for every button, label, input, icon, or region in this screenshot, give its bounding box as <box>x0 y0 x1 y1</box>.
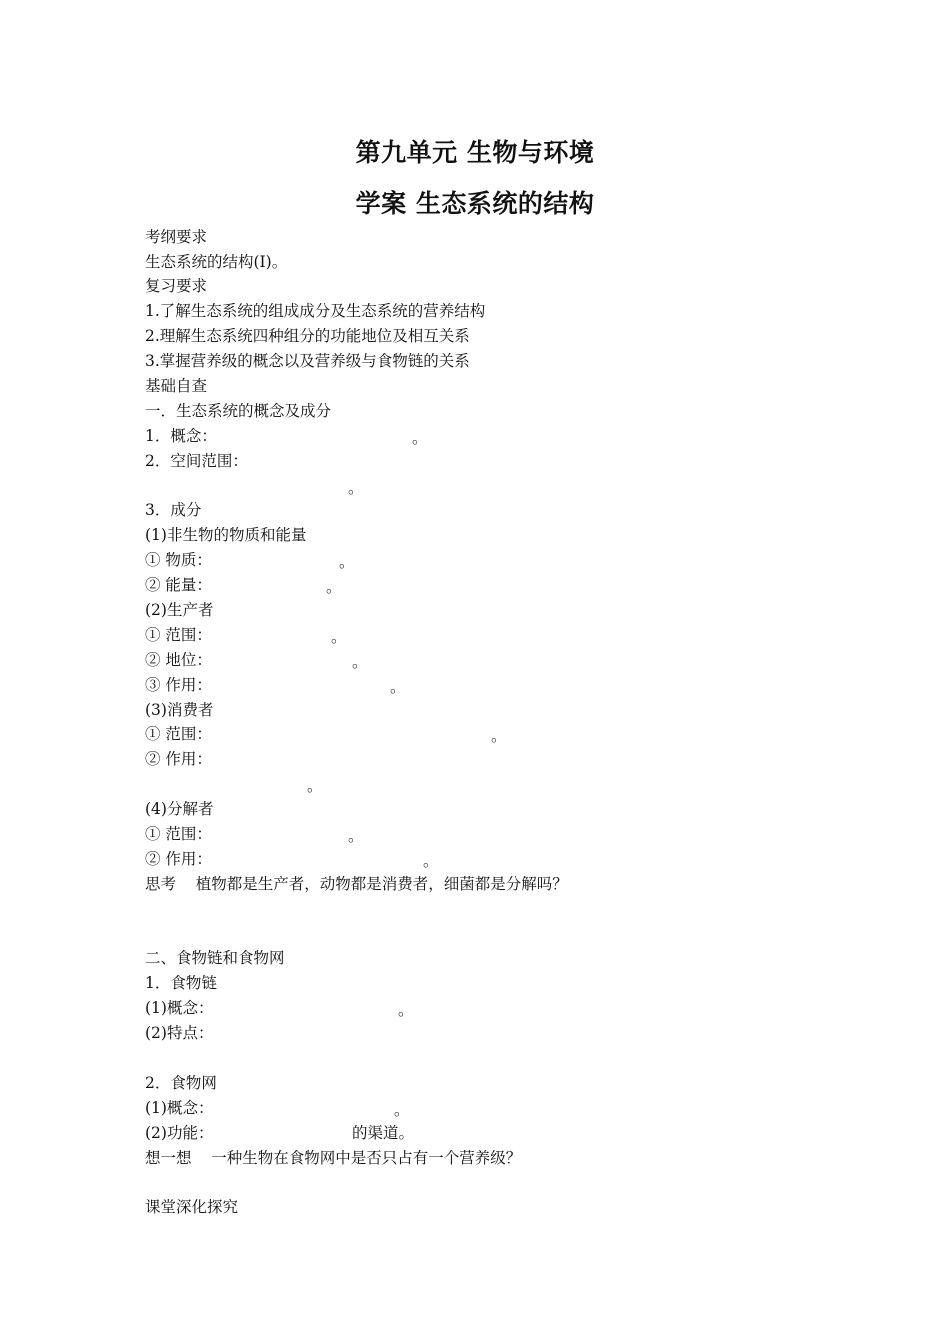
blank-period: 。 <box>348 827 364 845</box>
section-heading: 二、食物链和食物网 <box>145 949 285 967</box>
blank-period: 。 <box>307 777 323 795</box>
blank-suffix: 的渠道。 <box>352 1124 415 1142</box>
fill-blank-line: ① 范围： <box>145 825 212 843</box>
think-question: 想一想 一种生物在食物网中是否只占有一个营养级？ <box>145 1149 522 1167</box>
text-line: 1.了解生态系统的组成成分及生态系统的营养结构 <box>145 302 486 320</box>
fill-blank-line: ① 物质： <box>145 551 212 569</box>
section-heading: 基础自查 <box>145 377 208 395</box>
fill-blank-line: ③ 作用： <box>145 676 212 694</box>
section-heading: 考纲要求 <box>145 228 208 246</box>
text-line: (3)消费者 <box>145 701 214 719</box>
blank-period: 。 <box>491 727 507 745</box>
fill-blank-line: (1)概念： <box>145 1099 214 1117</box>
text-line: 2.理解生态系统四种组分的功能地位及相互关系 <box>145 327 470 345</box>
blank-period: 。 <box>394 1101 410 1119</box>
section-heading: 复习要求 <box>145 277 208 295</box>
think-question: 思考 植物都是生产者，动物都是消费者，细菌都是分解吗？ <box>145 875 568 893</box>
text-line: (2)生产者 <box>145 601 214 619</box>
lesson-title: 学案 生态系统的结构 <box>355 189 595 218</box>
fill-blank-line: ② 地位： <box>145 651 212 669</box>
blank-period: 。 <box>423 852 439 870</box>
section-heading: 课堂深化探究 <box>145 1198 239 1216</box>
fill-blank-line: ② 作用： <box>145 750 212 768</box>
text-line: 1．食物链 <box>145 974 217 992</box>
fill-blank-line: ② 能量： <box>145 576 212 594</box>
fill-blank-line: (2)功能： <box>145 1124 214 1142</box>
fill-blank-line: (1)概念： <box>145 999 214 1017</box>
text-line: 3.掌握营养级的概念以及营养级与食物链的关系 <box>145 352 470 370</box>
blank-period: 。 <box>390 678 406 696</box>
text-line: 2．食物网 <box>145 1074 217 1092</box>
blank-period: 。 <box>331 628 347 646</box>
blank-period: 。 <box>352 653 368 671</box>
fill-blank-line: 2．空间范围： <box>145 452 248 470</box>
blank-period: 。 <box>348 479 364 497</box>
blank-period: 。 <box>412 429 428 447</box>
unit-title: 第九单元 生物与环境 <box>355 138 595 167</box>
text-line: (4)分解者 <box>145 800 214 818</box>
fill-blank-line: ① 范围： <box>145 725 212 743</box>
blank-period: 。 <box>326 578 342 596</box>
fill-blank-line: (2)特点： <box>145 1024 214 1042</box>
text-line: 生态系统的结构(I)。 <box>145 253 288 271</box>
fill-blank-line: 1．概念： <box>145 427 217 445</box>
text-line: (1)非生物的物质和能量 <box>145 526 307 544</box>
fill-blank-line: ② 作用： <box>145 850 212 868</box>
fill-blank-line: ① 范围： <box>145 626 212 644</box>
section-heading: 一．生态系统的概念及成分 <box>145 402 332 420</box>
blank-period: 。 <box>339 553 355 571</box>
text-line: 3．成分 <box>145 501 202 519</box>
blank-period: 。 <box>398 1001 414 1019</box>
